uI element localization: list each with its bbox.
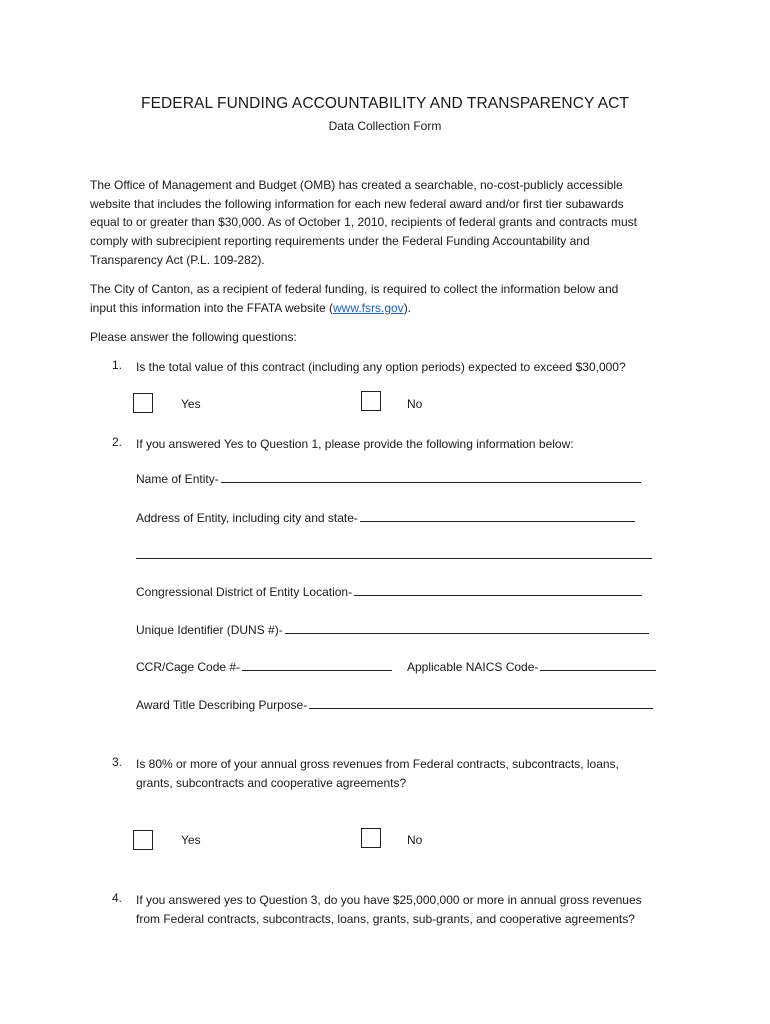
duns-field (136, 622, 649, 637)
naics-field (407, 659, 656, 674)
q1-no-label: No (407, 397, 423, 411)
entity-name-input[interactable] (221, 471, 641, 483)
entity-address-input[interactable] (360, 510, 635, 522)
entity-address-input-2[interactable] (136, 547, 652, 559)
q3-no-checkbox[interactable] (361, 828, 381, 848)
q2-text: If you answered Yes to Question 1, please provide the following information below: (136, 437, 574, 451)
congressional-district-input[interactable] (354, 584, 642, 596)
q4-text (136, 891, 696, 928)
congressional-district-label: Congressional District of Entity Location- (136, 585, 353, 599)
award-title-field (136, 697, 653, 712)
q3-yes-label: Yes (181, 833, 201, 847)
entity-address-label: Address of Entity, including city and state- (136, 511, 358, 525)
ccr-label: CCR/Cage Code #- (136, 660, 241, 674)
q2-number: 2. (112, 435, 123, 449)
intro-line: Transparency Act (P.L. 109-282). (90, 252, 265, 267)
q3-number: 3. (112, 755, 123, 769)
entity-name-label: Name of Entity- (136, 472, 219, 486)
q3-text (136, 755, 676, 792)
ccr-field (136, 659, 392, 674)
q3-text-line: grants, subcontracts and cooperative agreements? (136, 775, 407, 790)
fsrs-link[interactable]: www.fsrs.gov (333, 300, 404, 315)
q3-no-label: No (407, 833, 423, 847)
q1-yes-label: Yes (181, 397, 201, 411)
instructions: Please answer the following questions: (90, 330, 297, 344)
canton-line (90, 299, 690, 318)
intro-paragraph (90, 176, 690, 270)
award-title-label: Award Title Describing Purpose- (136, 698, 308, 712)
q3-text-line: Is 80% or more of your annual gross revenues from Federal contracts, subcontracts, loans, (136, 757, 619, 771)
page-subtitle: Data Collection Form (328, 119, 442, 133)
canton-paragraph (90, 280, 690, 317)
q1-number: 1. (112, 358, 123, 372)
q4-text-line: If you answered yes to Question 3, do you have $25,000,000 or more in annual gross revenues (136, 893, 642, 907)
canton-text: input this information into the FFATA website ( (90, 300, 333, 315)
award-title-input[interactable] (309, 697, 653, 709)
entity-address-field (136, 510, 635, 525)
duns-input[interactable] (285, 622, 649, 634)
intro-line: website that includes the following information for each new federal award and/or first tier subawards (90, 196, 624, 211)
ccr-input[interactable] (242, 659, 392, 671)
canton-text-end: ). (403, 300, 412, 315)
canton-line: The City of Canton, as a recipient of federal funding, is required to collect the information below and (90, 282, 619, 296)
q1-text: Is the total value of this contract (including any option periods) expected to exceed $30,000? (136, 360, 626, 374)
intro-line: equal to or greater than $30,000. As of October 1, 2010, recipients of federal grants and contracts must (90, 215, 637, 230)
naics-input[interactable] (540, 659, 656, 671)
q4-number: 4. (112, 891, 123, 905)
intro-line: The Office of Management and Budget (OMB) has created a searchable, no-cost-publicly accessible (90, 178, 623, 192)
page-title: FEDERAL FUNDING ACCOUNTABILITY AND TRANSPARENCY ACT (141, 95, 629, 112)
naics-label: Applicable NAICS Code- (407, 660, 539, 674)
entity-address-line2 (136, 547, 652, 562)
q4-text-line: from Federal contracts, subcontracts, loans, grants, sub-grants, and cooperative agreements? (136, 911, 635, 926)
q3-yes-checkbox[interactable] (133, 830, 153, 850)
congressional-district-field (136, 584, 642, 599)
q1-yes-checkbox[interactable] (133, 393, 153, 413)
entity-name-field (136, 471, 641, 486)
intro-line: comply with subrecipient reporting requirements under the Federal Funding Accountability and (90, 234, 590, 249)
duns-label: Unique Identifier (DUNS #)- (136, 623, 283, 637)
q1-no-checkbox[interactable] (361, 391, 381, 411)
